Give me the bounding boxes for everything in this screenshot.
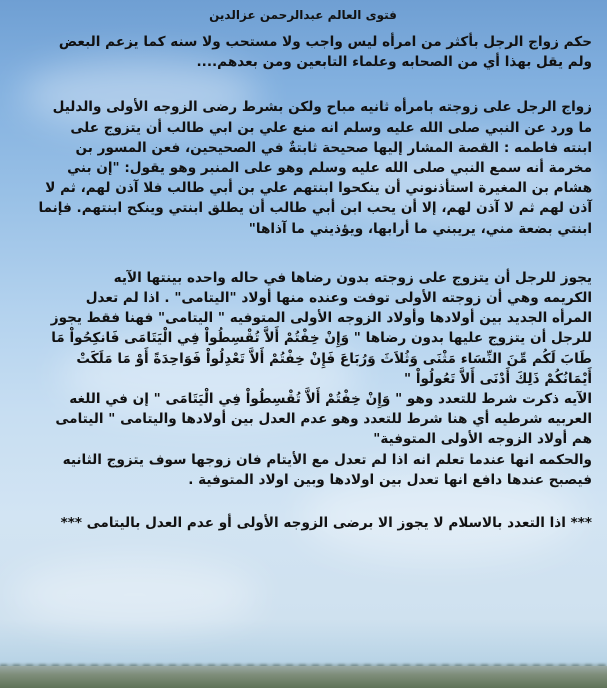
background-cloud [10,560,260,630]
horizon-field [0,666,607,688]
fatwa-document [14,6,592,533]
paragraph-exception: يجوز للرجل أن يتزوج على زوجته بدون رضاها في حاله واحده بينتها الآيه الكريمه وهي أن زوجته الأولى توفت وعنده منها أولاد "اليتامى" . اذا لم تعدل المرأه الجديد بين أولادها وأولاد الزوجه الأولى المتوفيه " اليتامى" فهنا فقط يجوز للرجل أن يتزوج عليها بدون رضاها " وَإِنْ خِفْتُمْ أَلاَّ تُقْسِطُواْ فِي الْيَتَامَى فَانكِحُواْ مَا طَابَ لَكُم مِّنَ النِّسَاء مَثْنَى وَثُلاَثَ وَرُبَاعَ فَإِنْ خِفْتُمْ أَلاَّ تَعْدِلُواْ فَوَاحِدَةً أَوْ مَا مَلَكَتْ أَيْمَانُكُمْ ذَلِكَ أَدْنَى أَلاَّ تَعُولُواْ " الآيه ذكرت شرط للتعدد وهو " وَإِنْ خِفْتُمْ أَلاَّ تُقْسِطُواْ فِي الْيَتَامَى " إن في اللغه العربيه شرطيه أي هنا شرط للتعدد وهو عدم العدل بين أولادها واليتامى " اليتامى هم أولاد الزوجه الأولى المتوفية" والحكمه انها عندما تعلم انه اذا لم تعدل مع الأيتام فان زوجها سوف يتزوج الثانيه فيصبح عندها دافع انها تعدل بين اولادها وبين اولاد المتوفية . [50,269,592,488]
paragraph-conclusion: *** اذا التعدد بالاسلام لا يجوز الا برضى الزوجه الأولى أو عدم العدل باليتامى *** [60,515,592,532]
paragraph-ruling-intro: حكم زواج الرجل بأكثر من امرأه ليس واجب ولا مستحب ولا سنه كما يزعم البعض ولم يقل بهذا أي من الصحابه وعلماء التابعين ومن بعدهم.... [58,34,592,71]
document-title: فتوى العالم عبدالرحمن عزالدين [209,8,397,22]
paragraph-evidence: زواج الرجل على زوجته بامرأه ثانيه مباح ولكن بشرط رضى الزوجه الأولى والدليل ما ورد عن النبي صلى الله عليه وسلم انه منع علي بن ابي طالب أن يتزوج على ابنته فاطمه : القصة المشار إليها صحيحة ثابتةٌ في الصحيحين، فعن المسور بن مخرمة أنه سمع النبي صلى الله عليه وسلم وهو على المنبر وهو يقول: "إن بني هشام بن المغيرة استأذنوني أن ينكحوا ابنتهم علي بن أبي طالب فلا آذن لهم، ثم لا آذن لهم ثم لا آذن لهم، إلا أن يحب ابن أبي طالب أن يطلق ابنتي وينكح ابنتهم. فإنما ابنتي بضعة مني، يريبني ما أرابها، ويؤذيني ما آذاها" [38,99,592,237]
